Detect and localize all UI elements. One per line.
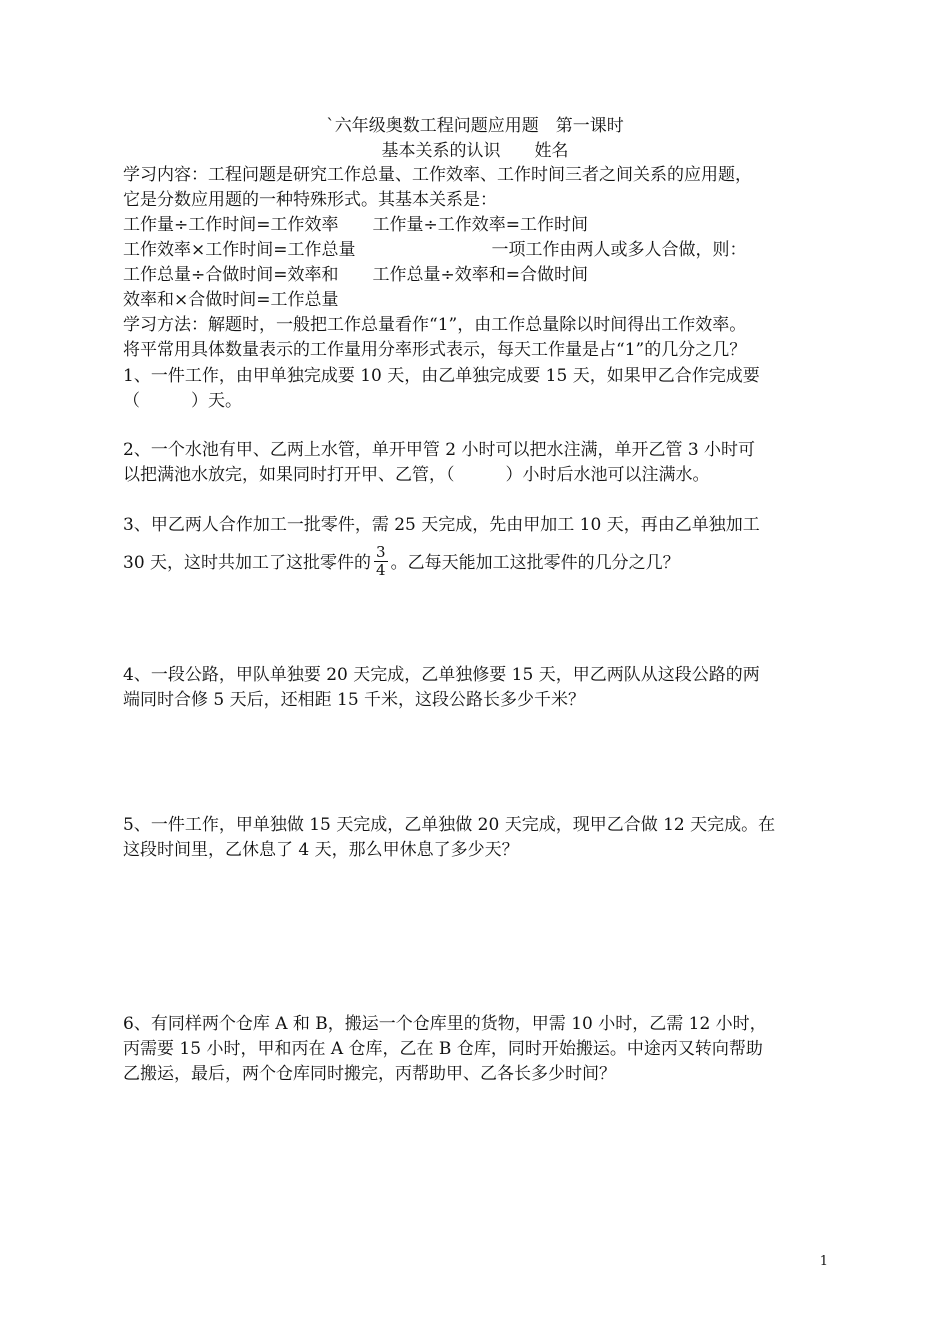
problem-2-line-2: 以把满池水放完，如果同时打开甲、乙管，（ ）小时后水池可以注满水。: [123, 465, 710, 485]
problem-5-line-2: 这段时间里，乙休息了 4 天，那么甲休息了多少天？: [123, 840, 519, 860]
formula-line-3: 工作总量÷合做时间=效率和 工作总量÷效率和=合做时间: [123, 265, 588, 285]
fraction-numerator: 3: [376, 543, 386, 561]
formula-line-2: 工作效率×工作时间=工作总量 一项工作由两人或多人合做，则：: [123, 240, 747, 260]
method-line-2: 将平常用具体数量表示的工作量用分率形式表示，每天工作量是占“1”的几分之几？: [123, 340, 747, 360]
problem-5-line-1: 5、一件工作，甲单独做 15 天完成，乙单独做 20 天完成，现甲乙合做 12 天完成。在: [123, 815, 776, 835]
problem-2-line-1: 2、一个水池有甲、乙两上水管，单开甲管 2 小时可以把水注满，单开乙管 3 小时可: [123, 440, 756, 460]
problem-3-text-after: 。乙每天能加工这批零件的几分之几？: [390, 553, 680, 573]
fraction-denominator: 4: [376, 561, 386, 579]
title-line-1: `六年级奥数工程问题应用题 第一课时: [326, 116, 624, 136]
method-line-1: 学习方法：解题时，一般把工作总量看作“1”，由工作总量除以时间得出工作效率。: [123, 315, 747, 335]
page-number: 1: [819, 1254, 828, 1269]
problem-6-line-3: 乙搬运，最后，两个仓库同时搬完，丙帮助甲、乙各长多少时间？: [123, 1064, 616, 1084]
problem-6-line-1: 6、有同样两个仓库 A 和 B，搬运一个仓库里的货物，甲需 10 小时，乙需 12 小时，: [123, 1014, 767, 1034]
formula-line-1: 工作量÷工作时间=工作效率 工作量÷工作效率=工作时间: [123, 215, 588, 235]
intro-line-1: 学习内容：工程问题是研究工作总量、工作效率、工作时间三者之间关系的应用题，: [123, 165, 752, 185]
problem-4-line-2: 端同时合修 5 天后，还相距 15 千米，这段公路长多少千米？: [123, 690, 586, 710]
problem-3-text-before: 30 天，这时共加工了这批零件的: [123, 553, 372, 573]
title-line-2: 基本关系的认识 姓名: [381, 141, 569, 161]
problem-3-line-1: 3、甲乙两人合作加工一批零件，需 25 天完成，先由甲加工 10 天，再由乙单独加工: [123, 515, 760, 535]
problem-4-line-1: 4、一段公路，甲队单独要 20 天完成，乙单独修要 15 天，甲乙两队从这段公路的两: [123, 665, 760, 685]
fraction: [374, 544, 388, 579]
formula-line-4: 效率和×合做时间=工作总量: [123, 290, 339, 310]
problem-3-line-2: [123, 543, 680, 581]
problem-1-line-2: （ ）天。: [123, 391, 242, 411]
problem-6-line-2: 丙需要 15 小时，甲和丙在 A 仓库，乙在 B 仓库，同时开始搬运。中途丙又转向帮助: [123, 1039, 763, 1059]
problem-1-line-1: 1、一件工作，由甲单独完成要 10 天，由乙单独完成要 15 天，如果甲乙合作完成要: [123, 366, 760, 386]
intro-line-2: 它是分数应用题的一种特殊形式。其基本关系是：: [123, 190, 497, 210]
